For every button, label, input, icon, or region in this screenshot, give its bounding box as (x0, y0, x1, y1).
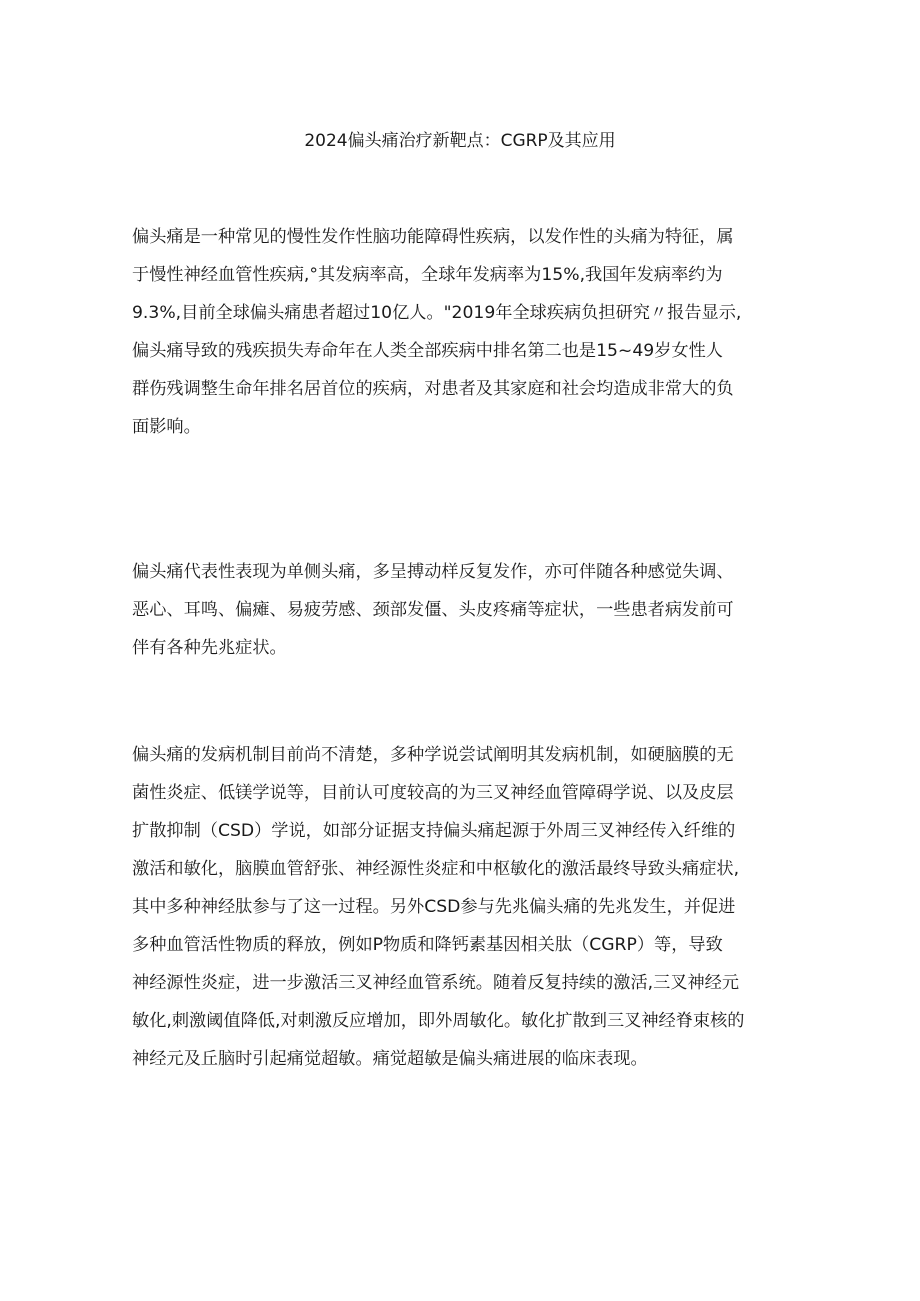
paragraph-line: 群伤残调整生命年排名居首位的疾病，对患者及其家庭和社会均造成非常大的负 (132, 379, 734, 399)
paragraph-line: 伴有各种先兆症状。 (132, 638, 287, 658)
paragraph-line: 偏头痛是一种常见的慢性发作性脑功能障碍性疾病，以发作性的头痛为特征，属 (132, 227, 734, 247)
paragraph-line: 偏头痛导致的残疾损失寿命年在人类全部疾病中排名第二也是15~49岁女性人 (132, 341, 723, 361)
paragraph-line: 激活和敏化，脑膜血管舒张、神经源性炎症和中枢敏化的激活最终导致头痛症状, (132, 859, 740, 879)
paragraph-line: 恶心、耳鸣、偏瘫、易疲劳感、颈部发僵、头皮疼痛等症状，一些患者病发前可 (132, 600, 734, 620)
paragraph-line: 神经源性炎症，进一步激活三叉神经血管系统。随着反复持续的激活,三叉神经元 (132, 973, 740, 993)
paragraph-line: 神经元及丘脑时引起痛觉超敏。痛觉超敏是偏头痛进展的临床表现。 (132, 1049, 648, 1069)
paragraph-line: 9.3%,目前全球偏头痛患者超过10亿人。"2019年全球疾病负担研究〃报告显示, (132, 303, 742, 323)
paragraph-prevalence (132, 218, 802, 446)
paragraph-line: 于慢性神经血管性疾病,°其发病率高，全球年发病率为15%,我国年发病率约为 (132, 265, 723, 285)
paragraph-line: 扩散抑制（CSD）学说，如部分证据支持偏头痛起源于外周三叉神经传入纤维的 (132, 821, 736, 841)
paragraph-line: 面影响。 (132, 417, 201, 437)
paragraph-line: 菌性炎症、低镁学说等，目前认可度较高的为三叉神经血管障碍学说、以及皮层 (132, 783, 734, 803)
paragraph-symptoms (132, 553, 802, 667)
document-title: 2024偏头痛治疗新靶点：CGRP及其应用 (304, 131, 616, 151)
paragraph-line: 偏头痛代表性表现为单侧头痛，多呈搏动样反复发作，亦可伴随各种感觉失调、 (132, 562, 734, 582)
paragraph-line: 敏化,刺激阈值降低,对刺激反应增加，即外周敏化。敏化扩散到三叉神经脊束核的 (132, 1011, 745, 1031)
paragraph-line: 偏头痛的发病机制目前尚不清楚，多种学说尝试阐明其发病机制，如硬脑膜的无 (132, 745, 734, 765)
paragraph-line: 其中多种神经肽参与了这一过程。另外CSD参与先兆偏头痛的先兆发生，并促进 (132, 897, 736, 917)
paragraph-line: 多种血管活性物质的释放，例如P物质和降钙素基因相关肽（CGRP）等，导致 (132, 935, 723, 955)
paragraph-mechanism (132, 736, 802, 1078)
